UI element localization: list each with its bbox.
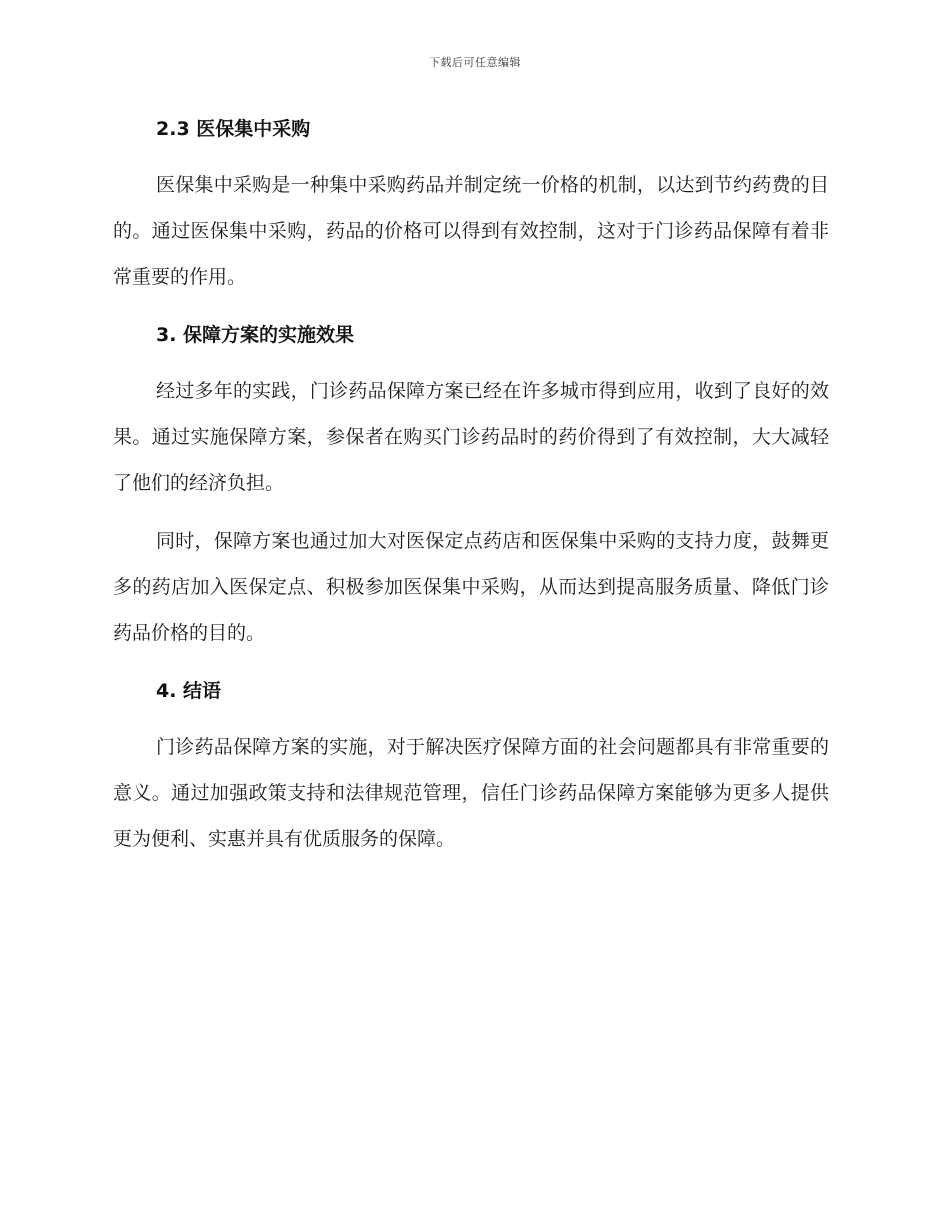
paragraph: 医保集中采购是一种集中采购药品并制定统一价格的机制，以达到节约药费的目的。通过医保集中采购，药品的价格可以得到有效控制，这对于门诊药品保障有着非常重要的作用。	[113, 174, 829, 288]
paragraph: 同时，保障方案也通过加大对医保定点药店和医保集中采购的支持力度，鼓舞更多的药店加入医保定点、积极参加医保集中采购，从而达到提高服务质量、降低门诊药品价格的目的。	[113, 530, 829, 644]
page-header: 下载后可任意编辑	[429, 56, 521, 69]
section-heading-2-3: 2.3 医保集中采购	[156, 118, 311, 140]
document-body	[113, 106, 829, 874]
paragraph: 经过多年的实践，门诊药品保障方案已经在许多城市得到应用，收到了良好的效果。通过实施保障方案，参保者在购买门诊药品时的药价得到了有效控制，大大减轻了他们的经济负担。	[113, 380, 829, 494]
paragraph: 门诊药品保障方案的实施，对于解决医疗保障方面的社会问题都具有非常重要的意义。通过加强政策支持和法律规范管理，信任门诊药品保障方案能够为更多人提供更为便利、实惠并具有优质服务的保障。	[113, 736, 829, 850]
section-heading-4: 4. 结语	[156, 680, 222, 702]
section-heading-3: 3. 保障方案的实施效果	[156, 324, 355, 346]
